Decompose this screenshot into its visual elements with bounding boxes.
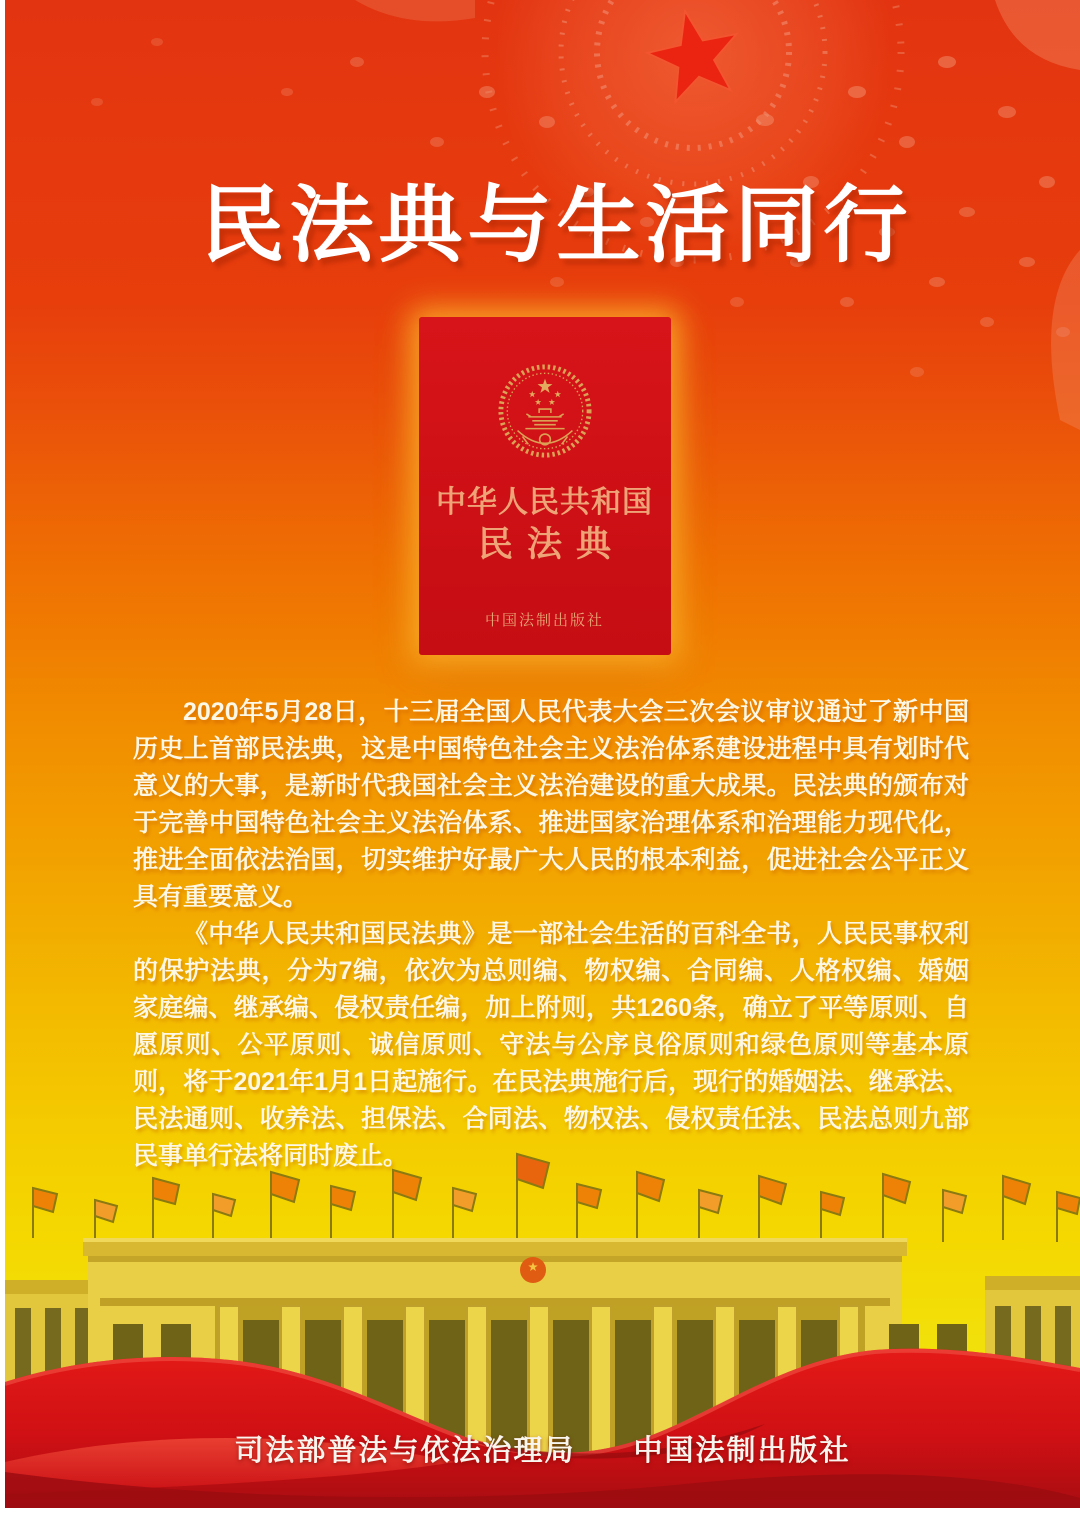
footer-right-publisher: 中国法制出版社	[633, 1435, 851, 1467]
civil-code-poster	[5, 0, 1080, 1508]
footer-left-org: 司法部普法与依法治理局	[234, 1435, 576, 1467]
flag-row	[33, 1154, 1080, 1243]
page-title: 民法典与生活同行	[200, 178, 913, 272]
book-publisher: 中国法制出版社	[484, 613, 604, 629]
civil-code-book-cover	[419, 317, 671, 655]
paragraph-2: 《中华人民共和国民法典》是一部社会生活的百科全书，人民民事权利的保护法典，分为7编，依次为总则编、物权编、合同编、人格权编、婚姻家庭编、继承编、侵权责任编，加上附则，共1260条，确立了平等原则、自愿原则、公平原则、诚信原则、守法与公序良俗原则和绿色原则等基本原则，将于2021年1月1日起施行。在民法典施行后，现行的婚姻法、继承法、民法通则、收养法、担保法、合同法、物权法、侵权责任法、民法总则九部民事单行法将同时废止。	[133, 920, 969, 1170]
body-text	[133, 694, 969, 1175]
footer-credits	[5, 1428, 1080, 1469]
book-title: 民法典	[477, 525, 625, 564]
paragraph-1: 2020年5月28日，十三届全国人民代表大会三次会议审议通过了新中国历史上首部民法典，这是中国特色社会主义法治体系建设进程中具有划时代意义的大事，是新时代我国社会主义法治建设的重大成果。民法典的颁布对于完善中国特色社会主义法治体系、推进国家治理体系和治理能力现代化，推进全面依法治国，切实维护好最广大人民的根本利益，促进社会公平正义具有重要意义。	[133, 698, 969, 911]
red-silk-banner	[5, 1312, 1080, 1508]
national-emblem-icon	[496, 362, 594, 460]
facade-emblem-icon	[520, 1257, 546, 1283]
book-country-line: 中华人民共和国	[436, 486, 653, 519]
